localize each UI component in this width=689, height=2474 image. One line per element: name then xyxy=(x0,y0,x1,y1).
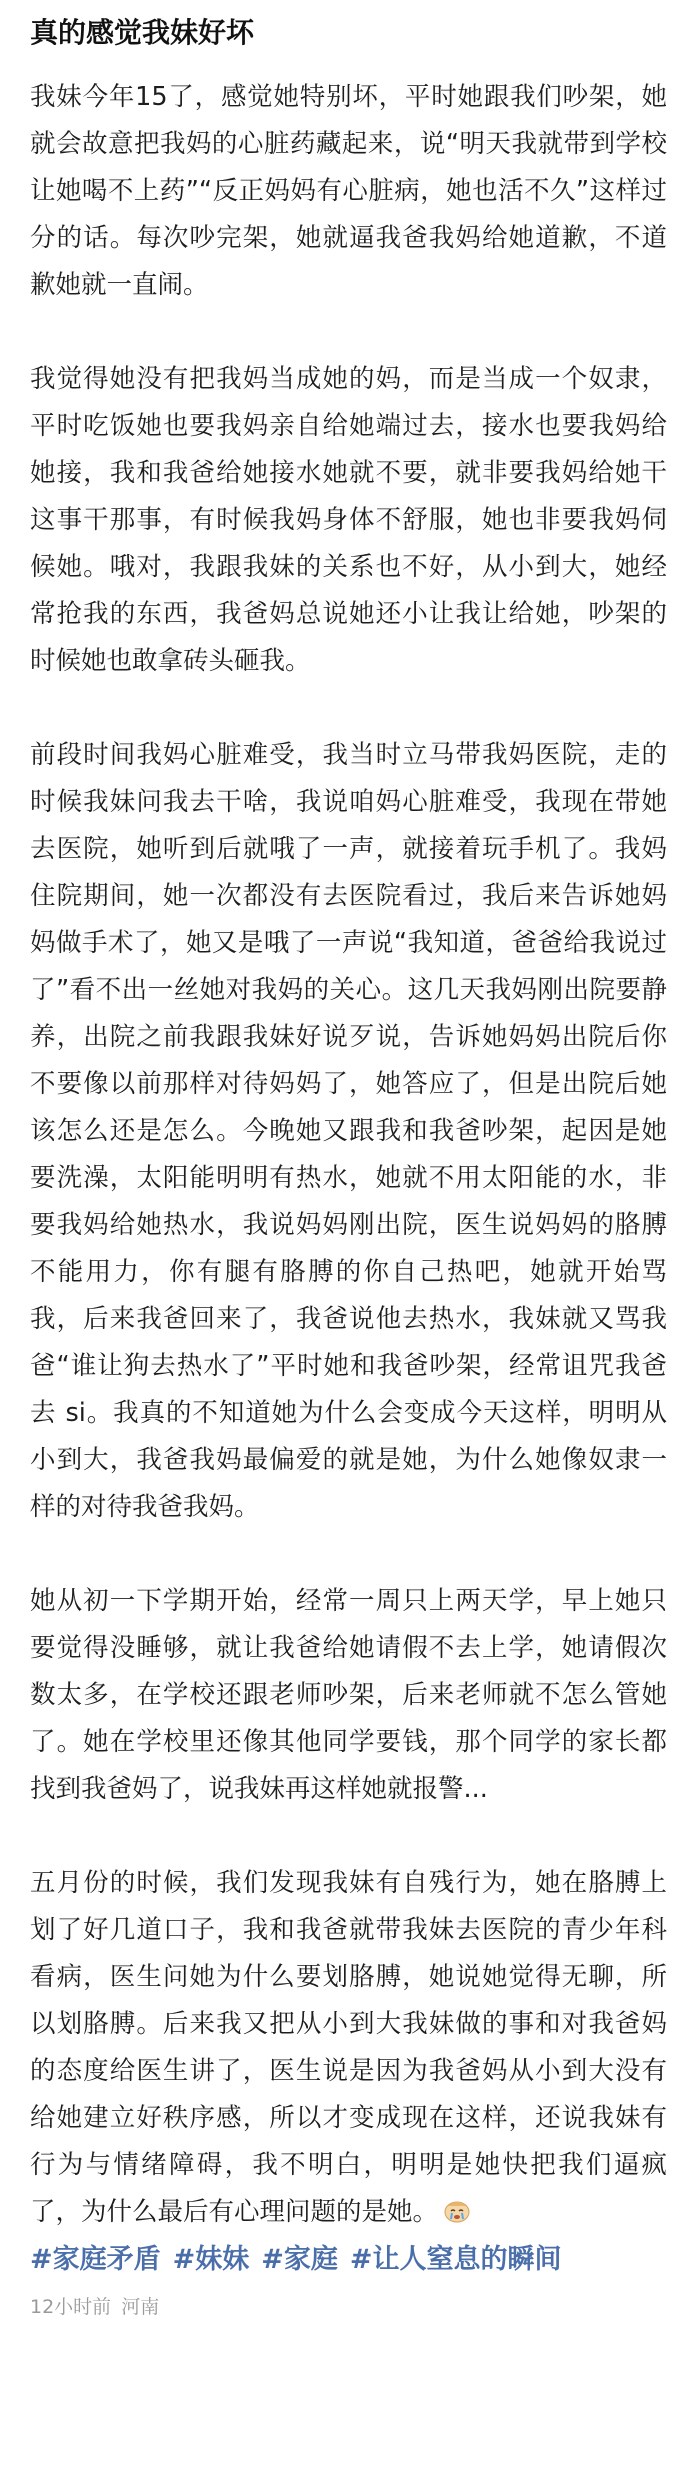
crying-face-icon xyxy=(442,2197,472,2223)
post-location: 河南 xyxy=(121,2296,160,2318)
hashtag-link[interactable]: #家庭 xyxy=(261,2244,338,2275)
post-meta xyxy=(30,2292,667,2322)
post-time: 12小时前 xyxy=(30,2296,112,2318)
post-paragraph-3: 前段时间我妈心脏难受，我当时立马带我妈医院，走的时候我妹问我去干啥，我说咱妈心脏难受，我现在带她去医院，她听到后就哦了一声，就接着玩手机了。我妈住院期间，她一次都没有去医院看过，我后来告诉她妈妈做手术了，她又是哦了一声说“我知道，爸爸给我说过了”看不出一丝她对我妈的关心。这几天我妈刚出院要静养，出院之前我跟我妹好说歹说，告诉她妈妈出院后你不要像以前那样对待妈妈了，她答应了，但是出院后她该怎么还是怎么。今晚她又跟我和我爸吵架，起因是她要洗澡，太阳能明明有热水，她就不用太阳能的水，非要我妈给她热水，我说妈妈刚出院，医生说妈妈的胳膊不能用力，你有腿有胳膊的你自己热吧，她就开始骂我，后来我爸回来了，我爸说他去热水，我妹就又骂我爸“谁让狗去热水了”平时她和我爸吵架，经常诅咒我爸去 si。我真的不知道她为什么会变成今天这样，明明从小到大，我爸我妈最偏爱的就是她，为什么她像奴隶一样的对待我爸我妈。 xyxy=(30,740,667,1522)
post-paragraph-4: 她从初一下学期开始，经常一周只上两天学，早上她只要觉得没睡够，就让我爸给她请假不去上学，她请假次数太多，在学校还跟老师吵架，后来老师就不怎么管她了。她在学校里还像其他同学要钱，那个同学的家长都找到我爸妈了，说我妹再这样她就报警... xyxy=(30,1586,667,1804)
post-title: 真的感觉我妹好坏 xyxy=(30,16,255,49)
hashtag-link[interactable]: #家庭矛盾 xyxy=(30,2244,161,2275)
hashtag-list xyxy=(30,2238,667,2282)
hashtag-link[interactable]: #让人窒息的瞬间 xyxy=(349,2244,562,2275)
post-paragraph-5: 五月份的时候，我们发现我妹有自残行为，她在胳膊上划了好几道口子，我和我爸就带我妹去医院的青少年科看病，医生问她为什么要划胳膊，她说她觉得无聊，所以划胳膊。后来我又把从小到大我妹做的事和对我爸妈的态度给医生讲了，医生说是因为我爸妈从小到大没有给她建立好秩序感，所以才变成现在这样，还说我妹有行为与情绪障碍，我不明白，明明是她快把我们逼疯了，为什么最后有心理问题的是她。 xyxy=(30,1868,667,2227)
hashtag-link[interactable]: #妹妹 xyxy=(172,2244,250,2275)
post-paragraph-5-wrapper xyxy=(30,1860,667,2236)
post-paragraph-2: 我觉得她没有把我妈当成她的妈，而是当成一个奴隶，平时吃饭她也要我妈亲自给她端过去，接水也要我妈给她接，我和我爸给她接水她就不要，就非要我妈给她干这事干那事，有时候我妈身体不舒服，她也非要我妈伺候她。哦对，我跟我妹的关系也不好，从小到大，她经常抢我的东西，我爸妈总说她还小让我让给她，吵架的时候她也敢拿砖头砸我。 xyxy=(30,364,667,676)
post-paragraph-1: 我妹今年15了，感觉她特别坏，平时她跟我们吵架，她就会故意把我妈的心脏药藏起来，说“明天我就带到学校让她喝不上药”“反正妈妈有心脏病，她也活不久”这样过分的话。每次吵完架，她就逼我爸我妈给她道歉，不道歉她就一直闹。 xyxy=(30,82,667,300)
